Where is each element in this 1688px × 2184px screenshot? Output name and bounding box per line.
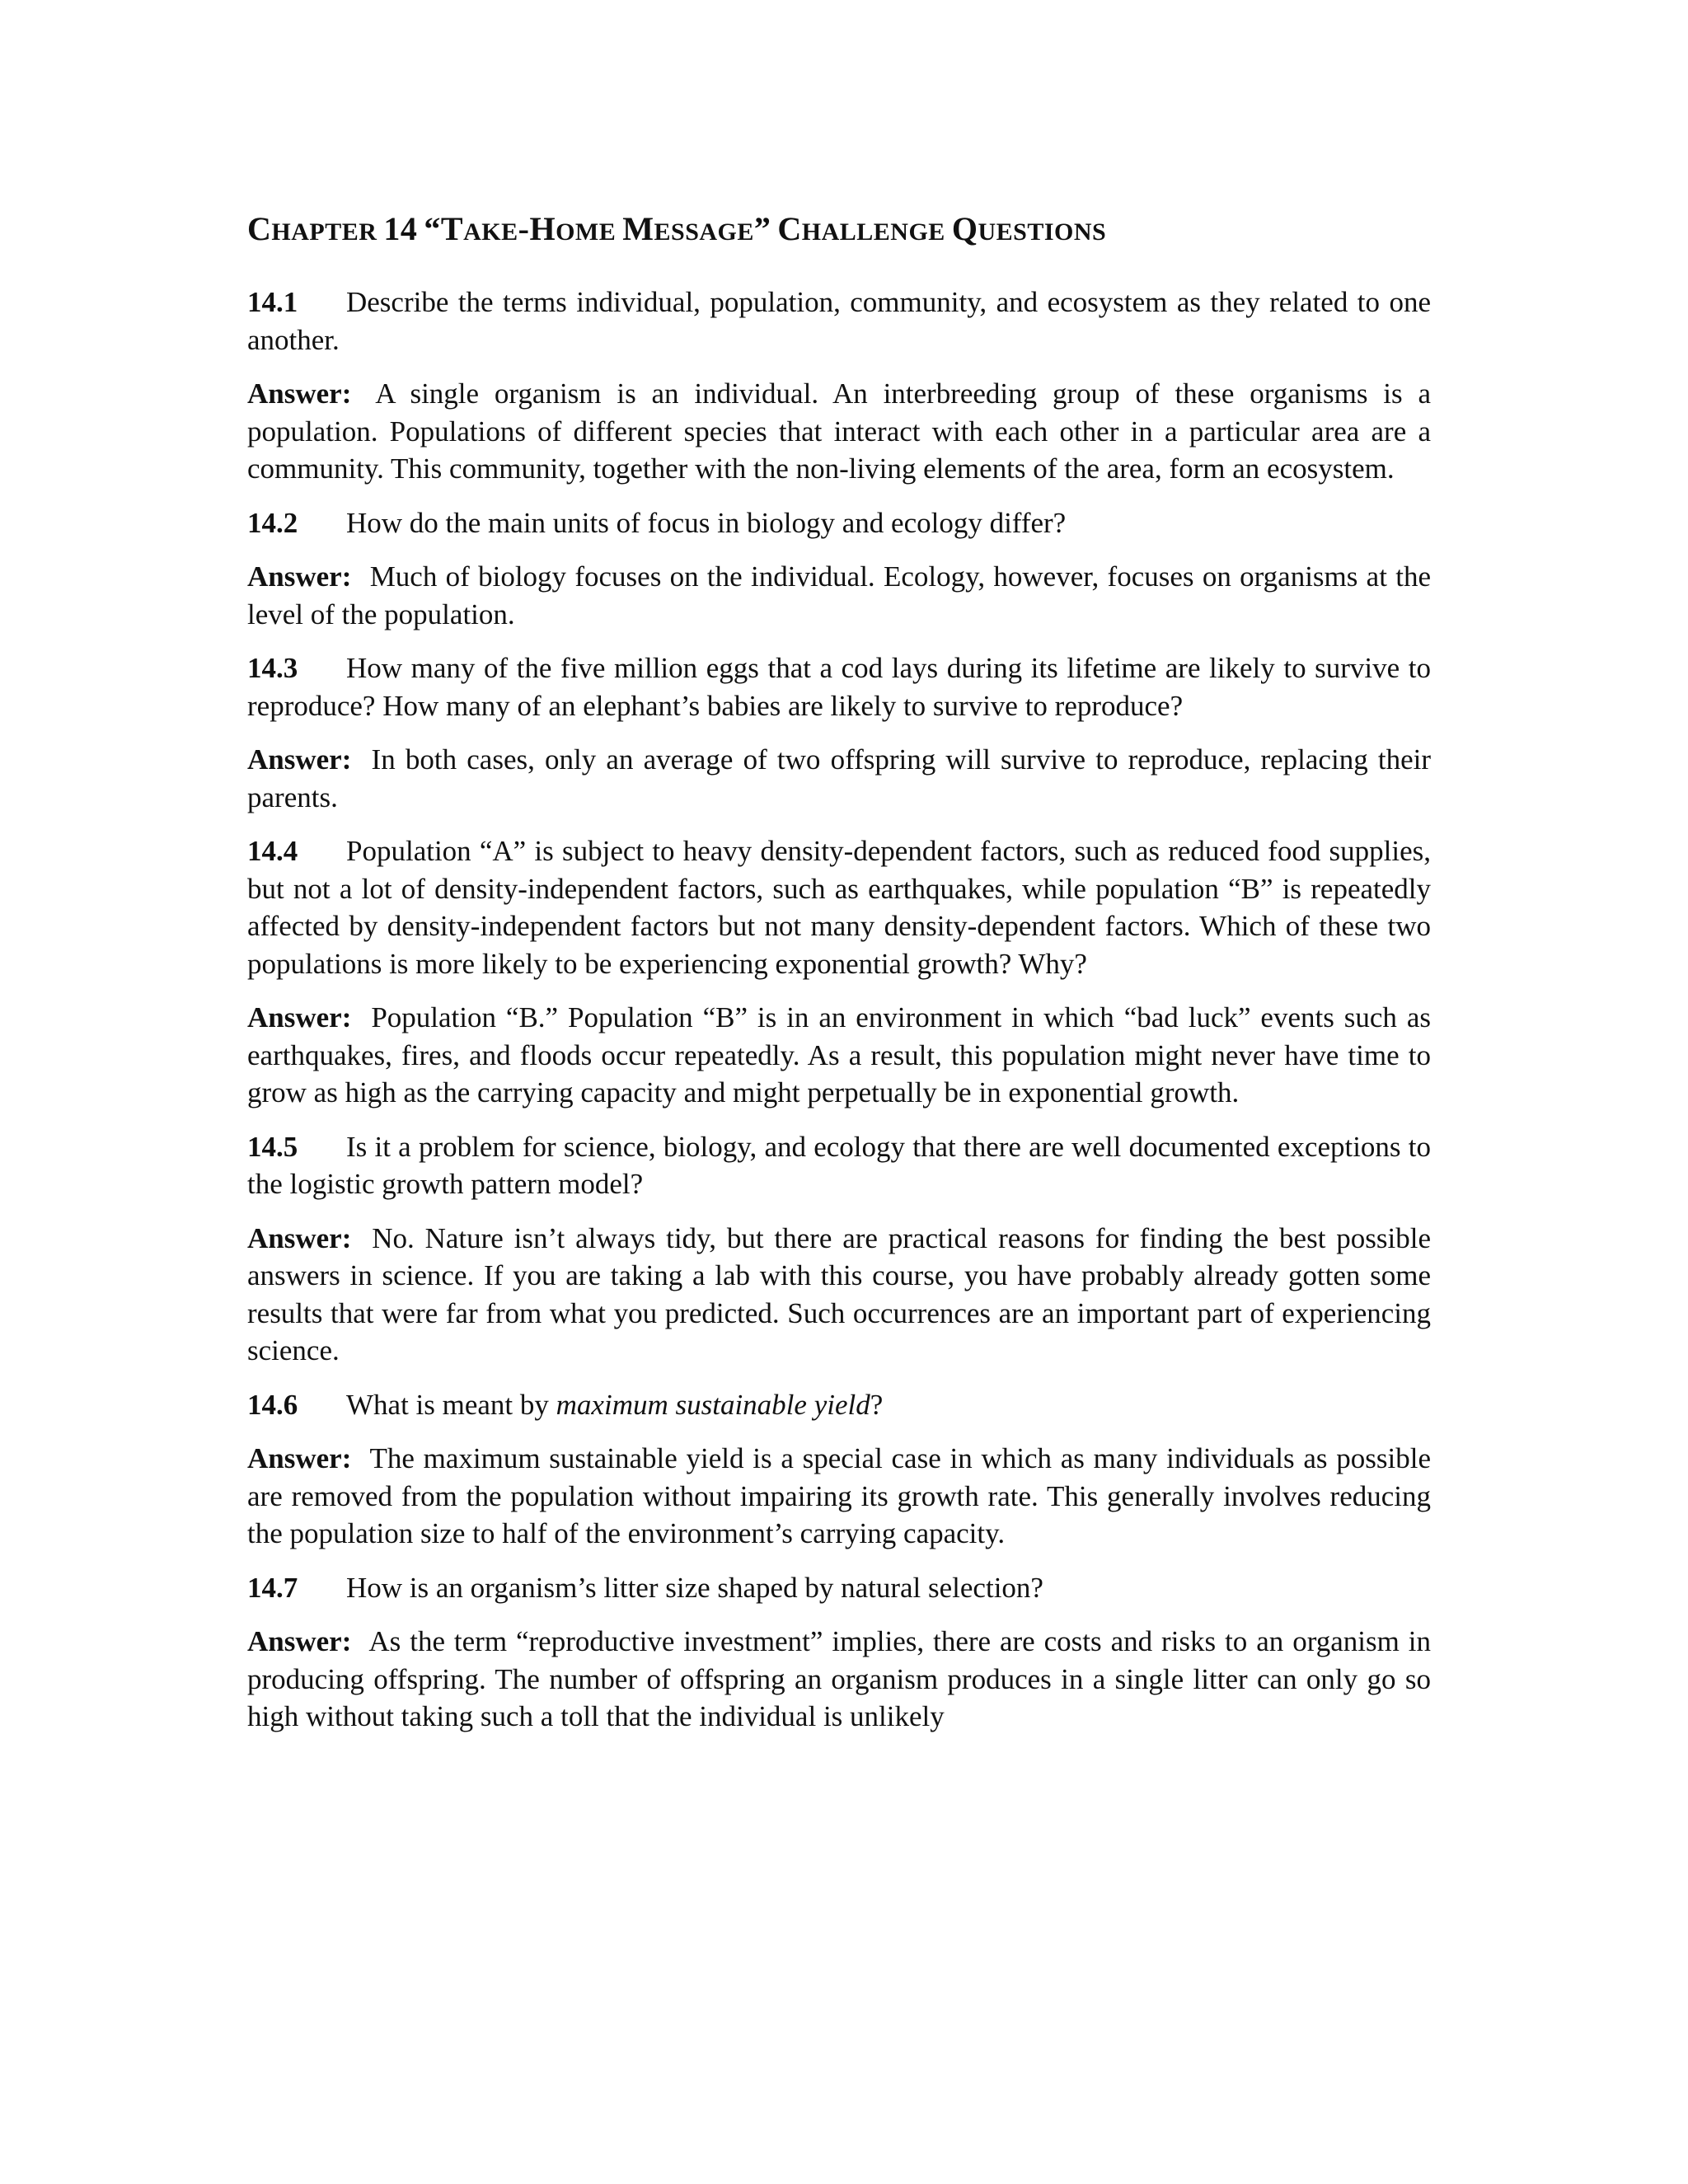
title-text: HALLENGE	[801, 218, 945, 246]
document-page	[247, 204, 1431, 1752]
question-text: How is an organism’s litter size shaped by natural selection?	[346, 1571, 1043, 1604]
title-text: ESSAGE	[654, 218, 754, 246]
question-text-suffix: ?	[870, 1388, 884, 1421]
answer-14-1	[247, 375, 1431, 488]
question-14-6	[247, 1386, 1431, 1424]
answer-14-3	[247, 741, 1431, 816]
question-14-5	[247, 1128, 1431, 1203]
question-text: Is it a problem for science, biology, and ecology that there are well documented exceptions to the logistic growth pattern model?	[247, 1130, 1431, 1200]
answer-14-7	[247, 1623, 1431, 1736]
title-char: H	[529, 210, 556, 247]
question-14-4	[247, 832, 1431, 982]
question-number: 14.6	[247, 1388, 298, 1421]
question-14-7	[247, 1569, 1431, 1607]
title-char: C	[247, 210, 272, 247]
question-number: 14.4	[247, 835, 298, 867]
page-title	[247, 204, 1431, 257]
title-dash: -	[518, 210, 530, 247]
title-char: M	[622, 210, 654, 247]
answer-label: Answer:	[247, 743, 352, 776]
question-number: 14.5	[247, 1130, 298, 1163]
question-number: 14.1	[247, 286, 298, 318]
title-char: Q	[951, 210, 978, 247]
answer-label: Answer:	[247, 1001, 352, 1033]
answer-label: Answer:	[247, 377, 352, 410]
answer-14-5	[247, 1220, 1431, 1370]
question-number: 14.3	[247, 652, 298, 684]
question-text: How many of the five million eggs that a cod lays during its lifetime are likely to survive to reproduce? How many of an elephant’s babies are likely to survive to reproduce?	[247, 652, 1431, 722]
question-text: How do the main units of focus in biology and ecology differ?	[346, 506, 1067, 539]
question-text: Describe the terms individual, population, community, and ecosystem as they related to one another.	[247, 286, 1431, 356]
title-char: “T	[424, 210, 464, 247]
answer-text: The maximum sustainable yield is a special case in which as many individuals as possible are removed from the population without impairing its growth rate. This generally involves reducing the population size to half of the environment’s carrying capacity.	[247, 1442, 1431, 1549]
question-text: Population “A” is subject to heavy density-dependent factors, such as reduced food supplies, but not a lot of density-independent factors, such as earthquakes, while population “B” is repeatedly affected by density-independent factors but not many density-dependent factors. Which of these two populations is more likely to be experiencing exponential growth? Why?	[247, 835, 1431, 980]
title-text: OME	[556, 218, 617, 246]
answer-label: Answer:	[247, 560, 352, 593]
answer-14-6	[247, 1440, 1431, 1553]
answer-label: Answer:	[247, 1625, 352, 1657]
question-14-2	[247, 504, 1431, 542]
answer-label: Answer:	[247, 1442, 352, 1474]
answer-text: No. Nature isn’t always tidy, but there are practical reasons for finding the best possible answers in science. If you are taking a lab with this course, you have probably already gotten some results that were far from what you predicted. Such occurrences are an important part of experiencing science.	[247, 1221, 1431, 1366]
question-14-1	[247, 284, 1431, 359]
answer-14-2	[247, 558, 1431, 633]
answer-text: As the term “reproductive investment” implies, there are costs and risks to an organism in producing offspring. The number of offspring an organism produces in a single litter can only go so high without taking such a toll that the individual is unlikely	[247, 1625, 1431, 1732]
title-text: AKE	[463, 218, 518, 246]
question-14-3	[247, 649, 1431, 724]
answer-14-4	[247, 999, 1431, 1112]
title-char: C	[777, 210, 802, 247]
answer-text: Much of biology focuses on the individual. Ecology, however, focuses on organisms at the level of the population.	[247, 560, 1432, 630]
question-number: 14.2	[247, 506, 298, 539]
answer-label: Answer:	[247, 1221, 352, 1254]
answer-text: A single organism is an individual. An interbreeding group of these organisms is a population. Populations of different species that interact with each other in a particular area are a community. This community, together with the non-living elements of the area, form an ecosystem.	[247, 377, 1431, 485]
answer-text: Population “B.” Population “B” is in an environment in which “bad luck” events such as earthquakes, fires, and floods occur repeatedly. As a result, this population might never have time to grow as high as the carrying capacity and might perpetually be in exponential growth.	[247, 1001, 1432, 1108]
answer-text: In both cases, only an average of two offspring will survive to reproduce, replacing their parents.	[247, 743, 1432, 813]
title-quote: ”	[753, 210, 771, 247]
question-text-prefix: What is meant by	[346, 1388, 556, 1421]
question-term: maximum sustainable yield	[556, 1388, 870, 1421]
title-text: UESTIONS	[978, 218, 1107, 246]
question-number: 14.7	[247, 1571, 298, 1604]
title-text: HAPTER	[271, 218, 377, 246]
title-number: 14	[383, 210, 418, 247]
